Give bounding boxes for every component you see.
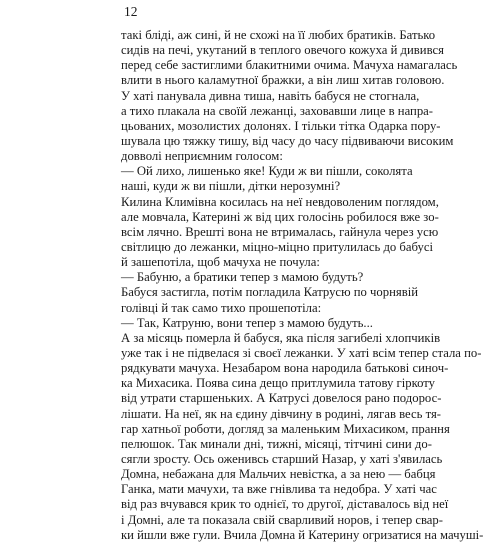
text-line: Ганка, мати мачухи, та вже гнівлива та недобра. У хаті час xyxy=(121,482,437,497)
text-line: — Ой лихо, лишенько яке! Куди ж ви пішли, соколята xyxy=(121,164,413,179)
text-line: цьованих, мозолистих долонях. І тільки тітка Одарка пору- xyxy=(121,118,441,133)
text-line: влити в нього каламутної бражки, а він лиш хитав головою. xyxy=(121,73,445,88)
text-line: шувала цю тяжку тишу, від часу до часу підвиваючи високим xyxy=(121,133,454,148)
text-line: і Домні, але та показала свій сварливий норов, і тепер свар- xyxy=(121,512,444,527)
text-line: А за місяць померла й бабуся, яка після загибелі хлопчиків xyxy=(121,330,441,345)
text-line: Домна, небажана для Мальчих невістка, а за нею — бабця xyxy=(121,467,436,482)
text-line: сягли зросту. Ось оженивсь старший Назар, у хаті з'явилась xyxy=(121,451,443,466)
text-line: уже так і не підвелася зі своєї лежанки. У хаті всім тепер стала по- xyxy=(121,345,482,360)
text-line: всім лячно. Врешті вона не втрималась, гайнула через усю xyxy=(121,224,439,239)
body-text xyxy=(121,28,484,543)
text-line: а тихо плакала на своїй лежанці, заховавши лице в напра- xyxy=(121,103,434,118)
text-line: — Так, Катруню, вони тепер з мамою будуть... xyxy=(121,315,373,330)
text-line: Бабуся застигла, потім погладила Катрусю по чорнявій xyxy=(121,285,419,300)
text-line: голівці й так само тихо прошепотіла: xyxy=(121,300,322,315)
text-line: такі бліді, аж сині, й не схожі на її любих братиків. Батько xyxy=(121,28,436,42)
text-line: ка Михасика. Поява сина дещо притлумила татову гіркоту xyxy=(121,376,436,391)
page-number: 12 xyxy=(124,4,138,19)
text-line: й зашепотіла, щоб мачуха не почула: xyxy=(121,255,320,270)
text-line: довволі неприємним голосом: xyxy=(121,149,283,164)
text-line: світлицю до лежанки, міцно-міцно притулилась до бабусі xyxy=(121,239,433,254)
text-line: сидів на печі, укутаний в теплого овечого кожуха й дивився xyxy=(121,43,444,58)
text-line: але мовчала, Катерині ж від цих голосінь робилося вже зо- xyxy=(121,209,439,224)
text-line: У хаті панувала дивна тиша, навіть бабуся не стогнала, xyxy=(121,88,420,103)
text-line: від утрати старшеньких. А Катрусі довелося рано подорос- xyxy=(121,391,442,406)
text-line: — Бабуню, а братики тепер з мамою будуть? xyxy=(121,270,364,285)
text-line: лішати. На неї, як на єдину дівчину в родині, лягав весь тя- xyxy=(121,406,442,421)
text-line: Килина Климівна косилась на неї невдоволеним поглядом, xyxy=(121,194,439,209)
text-line: рядкувати мачуха. Незабаром вона народила батькові синоч- xyxy=(121,361,449,376)
text-line: пелюшок. Так минали дні, тижні, місяці, тітчині сини до- xyxy=(121,436,432,451)
text-line: від раз вчувався крик то однієї, то другої, діставалось від неї xyxy=(121,497,449,512)
text-line: ки йшли вже гули. Вчила Домна й Катерину огризатися на мачуші- xyxy=(121,527,484,542)
text-line: наші, куди ж ви пішли, дітки нерозумні? xyxy=(121,179,341,194)
text-line: перед себе застиглими блакитними очима. Мачуха намагалась xyxy=(121,58,458,73)
text-line: гар хатньої роботи, догляд за маленьким Михасиком, прання xyxy=(121,421,450,436)
